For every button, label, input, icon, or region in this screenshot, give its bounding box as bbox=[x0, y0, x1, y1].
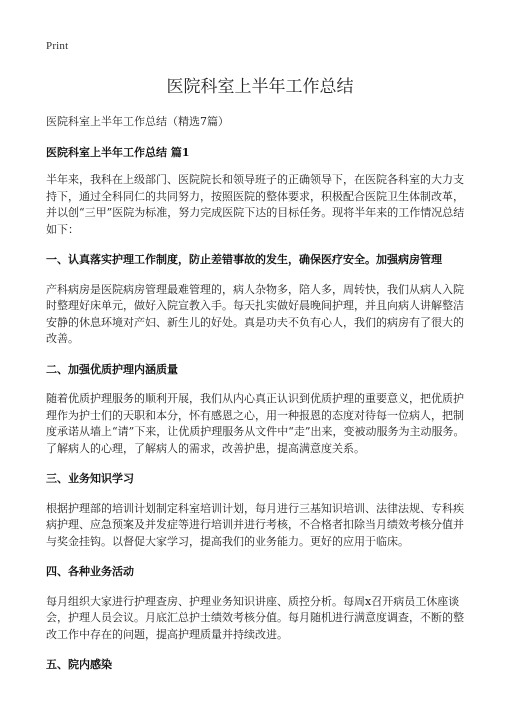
section-heading-4: 四、各种业务活动 bbox=[46, 565, 134, 578]
document-subtitle: 医院科室上半年工作总结（精选7篇） bbox=[46, 115, 229, 128]
document-title: 医院科室上半年工作总结 bbox=[166, 77, 354, 97]
section-heading-2: 二、加强优质护理内涵质量 bbox=[46, 362, 178, 376]
section-heading-1: 一、认真落实护理工作制度，防止差错事故的发生，确保医疗安全。加强病房管理 bbox=[46, 253, 442, 266]
section-heading-5: 五、院内感染 bbox=[46, 658, 112, 671]
article-heading: 医院科室上半年工作总结 篇1 bbox=[46, 146, 190, 159]
intro-paragraph: 半年来，我科在上级部门、医院院长和领导班子的正确领导下，在医院各科室的大力支持下，通过全科同仁的共同努力，按照医院的整体要求，积极配合医院卫生体制改革，并以创“三甲”医院为标准，努力完成医院下达的目标任务。现将半年来的工作情况总结如下： bbox=[46, 173, 465, 236]
print-link[interactable]: Print bbox=[46, 40, 69, 52]
section-body-1: 产科病房是医院病房管理最难管理的，病人杂物多，陪人多，周转快，我们从病人入院时整理好床单元，做好入院宣教入手。每天扎实做好晨晚间护理，并且向病人讲解整洁安静的休息环境对产妇、新生儿的好处。真是功夫不负有心人，我们的病房有了很大的改善。 bbox=[46, 282, 464, 345]
section-body-3: 根据护理部的培训计划制定科室培训计划，每月进行三基知识培训、法律法规、专科疾病护理、应急预案及并发症等进行培训并进行考核，不合格者扣除当月绩效考核分值并与奖金挂钩。以督促大家学习，提高我们的业务能力。更好的应用于临床。 bbox=[46, 501, 464, 548]
section-body-4: 每月组织大家进行护理查房、护理业务知识讲座、质控分析。每周x召开病员工休座谈会，护理人员会议。月底汇总护士绩效考核分值。每月随机进行满意度调查，不断的整改工作中存在的问题，提高护理质量并持续改进。 bbox=[46, 594, 464, 641]
section-heading-3: 三、业务知识学习 bbox=[46, 472, 134, 485]
section-body-2: 随着优质护理服务的顺利开展，我们从内心真正认识到优质护理的重要意义，把优质护理作为护士们的天职和本分，怀有感恩之心，用一种报恩的态度对待每一位病人，把制度承诺从墙上“请”下来，让优质护理服务从文件中“走”出来，变被动服务为主动服务。了解病人的心理，了解病人的需求，改善护患，提高满意度关系。 bbox=[46, 392, 465, 455]
